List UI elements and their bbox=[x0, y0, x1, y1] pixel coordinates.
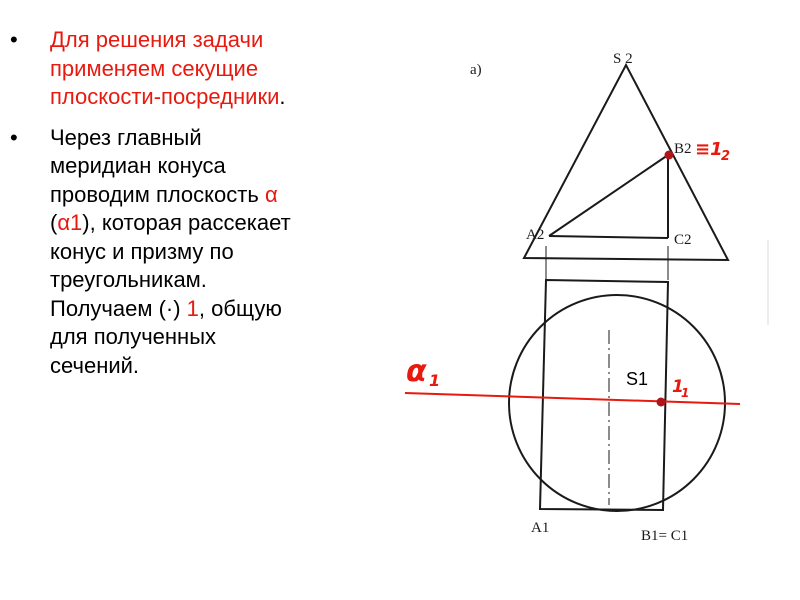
paragraph-2-part-a: Через главный меридиан конуса проводим плоскость bbox=[50, 124, 259, 207]
alpha1-trace-line bbox=[405, 393, 740, 404]
label-point-1-sub: 1 bbox=[681, 386, 690, 400]
label-b2: B2 bbox=[674, 141, 692, 157]
bullet-marker: • bbox=[10, 124, 18, 150]
prism-rectangle bbox=[540, 280, 668, 510]
paragraph-2-part-c: ), которая рассекает конус и призму по треугольникам. Получаем (·) bbox=[50, 210, 291, 321]
paragraph-2-part-b: ( bbox=[50, 210, 58, 235]
alpha-symbol: α bbox=[264, 181, 278, 207]
label-b2-equiv-sub: 2 bbox=[721, 149, 731, 164]
label-b1-c1: B1= C1 bbox=[641, 528, 689, 544]
paragraph-1-period: . bbox=[279, 84, 286, 109]
label-point-1: 1 bbox=[672, 377, 684, 397]
prism-edge-a2-c2 bbox=[549, 236, 668, 238]
point-one-label: 1 bbox=[186, 295, 199, 321]
alpha1-symbol: α1 bbox=[57, 210, 83, 235]
label-alpha1-sub: 1 bbox=[429, 371, 441, 390]
paragraph-1-red-text: Для решения задачи применяем секущие плоскости-посредники bbox=[50, 27, 280, 109]
label-c2: C2 bbox=[674, 232, 692, 248]
bullet-marker: • bbox=[10, 27, 18, 52]
label-a1: A1 bbox=[531, 520, 550, 536]
prism-edge-a2-b2 bbox=[549, 155, 668, 236]
label-b2-equiv: ≡1 bbox=[695, 139, 723, 160]
label-s2: S 2 bbox=[613, 51, 633, 67]
cone-triangle bbox=[524, 65, 731, 260]
point-b2 bbox=[665, 151, 674, 160]
paragraph-2-part-d: , общую для полученных сечений. bbox=[50, 295, 282, 378]
label-s1: S1 bbox=[626, 369, 649, 389]
label-a2: A2 bbox=[526, 227, 545, 243]
label-a: а) bbox=[470, 62, 482, 78]
label-alpha1: α bbox=[406, 354, 427, 389]
point-1-1 bbox=[657, 398, 666, 407]
